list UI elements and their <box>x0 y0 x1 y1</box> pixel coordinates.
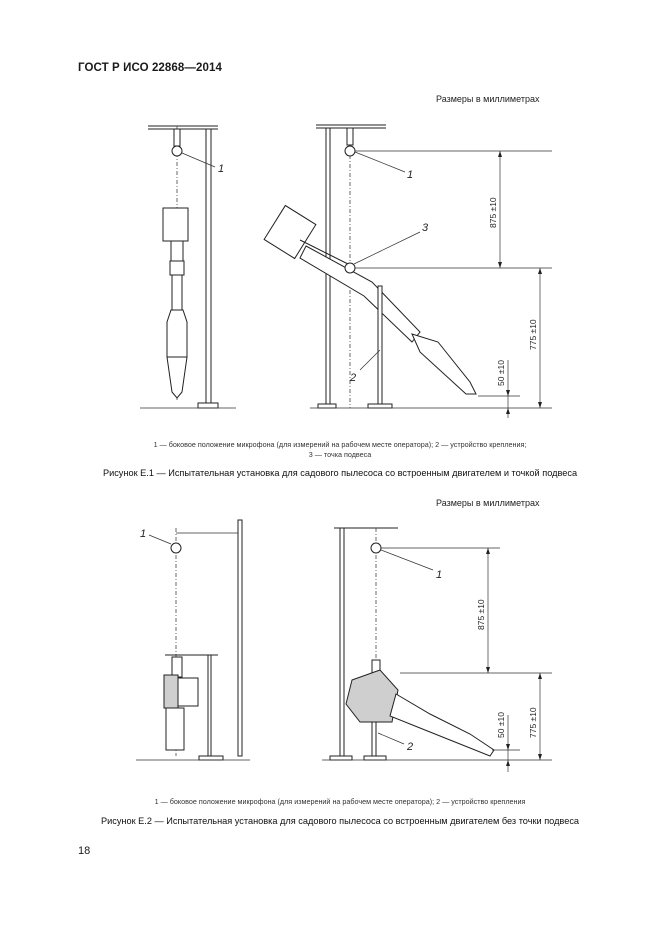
svg-text:50 ±10: 50 ±10 <box>496 712 506 738</box>
svg-text:2: 2 <box>350 372 357 384</box>
figure1-caption: Рисунок Е.1 — Испытательная установка для садового пылесоса со встроенным двигателем и точкой подвеса <box>102 468 578 478</box>
svg-text:1: 1 <box>218 163 225 175</box>
figure1-right-setup <box>264 125 552 418</box>
svg-text:1: 1 <box>140 528 147 540</box>
svg-text:3: 3 <box>422 222 429 234</box>
svg-text:875 ±10: 875 ±10 <box>476 599 486 630</box>
svg-text:775 ±10: 775 ±10 <box>528 707 538 738</box>
units-note-figure2: Размеры в миллиметрах <box>436 498 540 508</box>
document-header: ГОСТ Р ИСО 22868—2014 <box>78 62 223 74</box>
svg-text:775 ±10: 775 ±10 <box>528 319 538 350</box>
figure2-caption: Рисунок Е.2 — Испытательная установка для садового пылесоса со встроенным двигателем без точки подвеса <box>100 816 580 826</box>
figure2-left-setup <box>136 520 250 760</box>
units-note-figure1: Размеры в миллиметрах <box>436 94 540 104</box>
figure1-legend <box>80 440 600 460</box>
page-number: 18 <box>78 845 91 857</box>
figure2-legend: 1 — боковое положение микрофона (для измерений на рабочем месте оператора); 2 — устройство крепления <box>154 797 526 806</box>
microphone-icon <box>171 543 181 553</box>
svg-text:50 ±10: 50 ±10 <box>496 360 506 386</box>
figure1-left-setup <box>140 126 236 408</box>
figure2-right-setup <box>322 528 552 772</box>
svg-text:1: 1 <box>436 569 443 581</box>
suspension-point-icon <box>345 263 355 273</box>
svg-text:2: 2 <box>407 741 414 753</box>
microphone-icon <box>172 146 182 156</box>
figure1-legend-line1: 1 — боковое положение микрофона (для измерений на рабочем месте оператора); 2 — устройство крепления; <box>153 440 527 449</box>
svg-text:875 ±10: 875 ±10 <box>488 197 498 228</box>
microphone-icon <box>371 543 381 553</box>
microphone-icon <box>345 146 355 156</box>
figure1-legend-line2: 3 — точка подвеса <box>308 450 372 459</box>
svg-text:1: 1 <box>407 169 414 181</box>
